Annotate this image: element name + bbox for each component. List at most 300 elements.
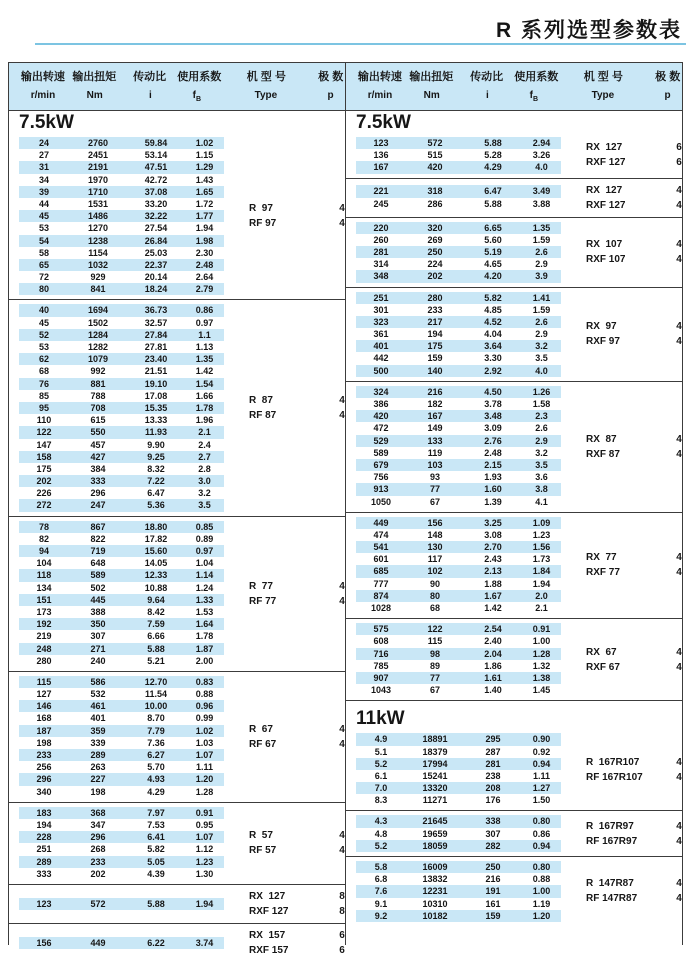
type-poles-line — [586, 183, 692, 198]
cell-service-factor: 3.2 — [198, 488, 211, 499]
cell-torque: 102 — [427, 566, 443, 577]
cell-service-factor: 3.2 — [535, 447, 548, 458]
cell-torque: 1284 — [87, 329, 109, 340]
cell-ratio: 1.60 — [484, 484, 502, 495]
cell-ratio: 1.42 — [484, 603, 502, 613]
type-poles-line — [586, 140, 692, 155]
poles-value: 4 — [676, 336, 682, 348]
cell-speed: 296 — [36, 774, 52, 785]
table-row — [356, 578, 561, 590]
type-poles-column — [586, 550, 692, 580]
data-rows — [19, 676, 224, 798]
cell-torque: 318 — [427, 186, 443, 197]
cell-speed: 202 — [36, 476, 52, 487]
cell-speed: 401 — [373, 341, 389, 352]
cell-ratio: 7.59 — [147, 619, 165, 630]
cell-service-factor: 0.92 — [532, 746, 551, 757]
table-row — [356, 815, 561, 827]
cell-speed: 183 — [36, 807, 52, 818]
cell-torque: 227 — [90, 774, 106, 785]
gear-model-block — [346, 133, 682, 179]
cell-ratio: 3.09 — [484, 423, 502, 434]
cell-ratio: 4.39 — [147, 868, 165, 879]
table-row — [356, 828, 561, 840]
cell-ratio: 250 — [485, 862, 501, 872]
type-poles-line — [586, 891, 692, 906]
cell-ratio: 9.90 — [147, 439, 165, 450]
cell-ratio: 5.88 — [484, 138, 502, 148]
model-type: RF 77 — [249, 595, 277, 607]
table-row — [19, 271, 224, 283]
table-row — [356, 398, 561, 410]
cell-torque: 572 — [427, 138, 443, 148]
cell-speed: 4.3 — [374, 816, 388, 827]
cell-service-factor: 1.98 — [195, 235, 214, 246]
gear-model-block — [346, 382, 682, 513]
table-row — [19, 655, 224, 667]
type-poles-line — [249, 889, 355, 904]
cell-ratio: 295 — [485, 734, 501, 745]
table-row — [356, 422, 561, 434]
cell-speed: 608 — [373, 636, 389, 647]
table-row — [19, 831, 224, 843]
cell-service-factor: 3.9 — [535, 271, 548, 282]
cell-speed: 54 — [38, 235, 49, 246]
table-row — [19, 582, 224, 594]
table-row — [356, 483, 561, 495]
cell-speed: 474 — [373, 529, 389, 540]
cell-ratio: 8.70 — [147, 713, 165, 724]
table-row — [356, 758, 561, 770]
cell-service-factor: 1.87 — [195, 643, 214, 654]
table-row — [356, 304, 561, 316]
cell-ratio: 36.73 — [144, 305, 168, 316]
cell-speed: 245 — [373, 198, 389, 209]
cell-speed: 58 — [38, 247, 49, 258]
cell-speed: 192 — [36, 619, 52, 630]
cell-ratio: 287 — [485, 746, 501, 757]
cell-torque: 296 — [90, 488, 106, 499]
table-row — [19, 414, 224, 426]
cell-torque: 1502 — [87, 317, 109, 328]
cell-service-factor: 0.89 — [195, 533, 214, 544]
table-row — [356, 386, 561, 398]
cell-torque: 449 — [90, 937, 106, 948]
selection-parameter-table — [8, 62, 683, 956]
table-row — [19, 353, 224, 365]
cell-speed: 168 — [36, 713, 52, 724]
power-section-heading: 11kW — [356, 708, 405, 730]
table-row — [19, 688, 224, 700]
cell-torque: 247 — [90, 500, 106, 511]
col-unit-service-factor: $f_B$ — [529, 90, 539, 103]
cell-service-factor: 2.79 — [195, 284, 214, 295]
table-row — [19, 819, 224, 831]
cell-ratio: 7.36 — [147, 737, 165, 748]
col-header-ratio: 传动比 — [470, 71, 504, 83]
cell-speed: 62 — [38, 354, 49, 365]
cell-torque: 17994 — [422, 758, 448, 769]
cell-service-factor: 1.29 — [195, 162, 214, 173]
cell-speed: 151 — [36, 594, 52, 605]
cell-service-factor: 2.30 — [195, 247, 214, 258]
cell-speed: 44 — [38, 198, 49, 209]
col-unit-torque: Nm — [86, 90, 103, 101]
cell-torque: 401 — [90, 713, 106, 724]
poles-value: 4 — [339, 395, 345, 407]
cell-speed: 53 — [38, 223, 49, 234]
cell-torque: 98 — [429, 648, 440, 659]
table-row — [19, 557, 224, 569]
cell-torque: 271 — [90, 643, 106, 654]
table-row — [19, 868, 224, 880]
cell-speed: 173 — [36, 606, 52, 617]
table-right-half — [345, 63, 682, 945]
cell-ratio: 19.10 — [144, 378, 168, 389]
table-left-half — [9, 63, 345, 956]
type-poles-line — [249, 594, 355, 609]
cell-speed: 136 — [373, 150, 389, 161]
table-row — [356, 496, 561, 508]
cell-torque: 347 — [90, 819, 106, 830]
cell-speed: 442 — [373, 353, 389, 364]
model-type: RXF 97 — [586, 336, 620, 348]
cell-ratio: 47.51 — [144, 162, 168, 173]
table-row — [19, 210, 224, 222]
cell-torque: 130 — [427, 542, 443, 553]
cell-ratio: 32.57 — [144, 317, 168, 328]
cell-speed: 529 — [373, 435, 389, 446]
table-row — [19, 594, 224, 606]
cell-service-factor: 0.85 — [195, 521, 214, 532]
model-type: R 167R97 — [586, 820, 634, 832]
data-rows — [19, 807, 224, 880]
cell-speed: 500 — [373, 365, 389, 376]
table-row — [19, 521, 224, 533]
type-poles-line — [586, 252, 692, 267]
col-header-type: 机 型 号 — [246, 71, 286, 83]
cell-speed: 8.3 — [374, 795, 388, 806]
cell-ratio: 5.05 — [147, 856, 165, 867]
col-header-poles: 极 数 — [655, 71, 681, 83]
cell-service-factor: 0.96 — [195, 701, 214, 712]
cell-service-factor: 3.88 — [532, 198, 551, 209]
table-row — [19, 487, 224, 499]
cell-speed: 541 — [373, 542, 389, 553]
cell-ratio: 10.88 — [144, 582, 168, 593]
table-row — [356, 471, 561, 483]
cell-service-factor: 1.84 — [532, 566, 551, 577]
data-rows — [356, 185, 561, 209]
table-row — [356, 316, 561, 328]
cell-ratio: 1.93 — [484, 472, 502, 483]
cell-service-factor: 1.11 — [532, 770, 551, 781]
cell-service-factor: 1.65 — [195, 186, 214, 197]
cell-service-factor: 1.59 — [532, 234, 551, 245]
poles-value: 4 — [676, 661, 682, 673]
col-header-service-factor: 使用系数 — [514, 71, 559, 83]
cell-service-factor: 2.4 — [198, 439, 211, 450]
cell-speed: 72 — [38, 272, 49, 283]
cell-torque: 21645 — [422, 816, 448, 827]
cell-service-factor: 1.78 — [195, 402, 214, 413]
poles-value: 4 — [339, 410, 345, 422]
poles-value: 4 — [676, 835, 682, 847]
data-rows — [356, 815, 561, 852]
cell-ratio: 191 — [485, 886, 501, 897]
model-type: R 87 — [249, 395, 273, 407]
cell-torque: 289 — [90, 750, 106, 760]
cell-ratio: 22.37 — [144, 259, 168, 270]
table-row — [19, 606, 224, 618]
type-poles-column — [586, 140, 692, 170]
cell-ratio: 2.15 — [484, 459, 502, 470]
col-header-torque: 输出扭矩 — [72, 71, 117, 83]
cell-service-factor: 0.80 — [532, 862, 551, 872]
poles-value: 4 — [339, 738, 345, 750]
type-poles-column — [249, 201, 355, 231]
cell-ratio: 176 — [485, 795, 501, 806]
cell-torque: 2451 — [87, 150, 109, 161]
table-row — [356, 447, 561, 459]
table-row — [19, 843, 224, 855]
cell-service-factor: 1.20 — [532, 910, 551, 921]
table-row — [356, 672, 561, 684]
cell-torque: 10182 — [422, 910, 448, 921]
type-poles-line — [249, 201, 355, 216]
data-rows — [19, 898, 224, 910]
cell-speed: 147 — [36, 439, 52, 450]
cell-ratio: 5.70 — [147, 762, 165, 773]
poles-value: 4 — [339, 218, 345, 230]
cell-torque: 350 — [90, 619, 106, 630]
cell-speed: 6.8 — [374, 874, 388, 885]
cell-speed: 123 — [36, 898, 52, 909]
cell-ratio: 6.47 — [147, 488, 165, 499]
table-row — [19, 341, 224, 353]
cell-torque: 572 — [90, 898, 106, 909]
poles-value: 4 — [676, 321, 682, 333]
cell-speed: 685 — [373, 566, 389, 577]
cell-torque: 881 — [90, 378, 106, 389]
cell-ratio: 2.92 — [484, 365, 502, 376]
cell-torque: 250 — [427, 246, 443, 257]
cell-torque: 140 — [427, 365, 443, 376]
type-poles-line — [249, 408, 355, 423]
cell-speed: 34 — [38, 174, 49, 185]
cell-speed: 219 — [36, 631, 52, 642]
cell-torque: 149 — [427, 423, 443, 434]
cell-ratio: 20.14 — [144, 272, 168, 283]
cell-ratio: 216 — [485, 874, 501, 885]
type-poles-line — [586, 447, 692, 462]
poles-value: 4 — [676, 646, 682, 658]
cell-service-factor: 0.91 — [532, 624, 551, 635]
cell-service-factor: 1.00 — [532, 636, 551, 647]
type-poles-line — [249, 722, 355, 737]
cell-speed: 221 — [373, 186, 389, 197]
poles-value: 6 — [676, 157, 682, 169]
col-unit-poles: p — [664, 90, 671, 101]
cell-service-factor: 1.53 — [195, 606, 214, 617]
cell-speed: 589 — [373, 447, 389, 458]
cell-ratio: 4.93 — [147, 774, 165, 785]
col-header-ratio: 传动比 — [133, 71, 167, 83]
cell-ratio: 26.84 — [144, 235, 168, 246]
cell-torque: 93 — [429, 472, 440, 483]
cell-torque: 502 — [90, 582, 106, 593]
cell-torque: 268 — [90, 844, 106, 855]
cell-ratio: 17.82 — [144, 533, 168, 544]
cell-service-factor: 1.28 — [195, 786, 214, 797]
table-row — [356, 660, 561, 672]
cell-ratio: 11.54 — [144, 689, 168, 700]
cell-service-factor: 1.24 — [195, 582, 214, 593]
cell-torque: 280 — [427, 292, 443, 303]
table-row — [356, 161, 561, 173]
table-row — [356, 352, 561, 364]
title-underline — [35, 43, 686, 45]
cell-torque: 286 — [427, 198, 443, 209]
data-rows — [19, 304, 224, 511]
cell-speed: 716 — [373, 648, 389, 659]
cell-torque: 2191 — [87, 162, 109, 173]
cell-speed: 175 — [36, 463, 52, 474]
cell-ratio: 25.03 — [144, 247, 168, 258]
cell-torque: 586 — [90, 676, 106, 687]
cell-service-factor: 1.58 — [532, 399, 551, 409]
cell-torque: 18379 — [422, 746, 448, 757]
model-type: RXF 107 — [586, 254, 626, 266]
table-row — [19, 378, 224, 390]
gear-model-block — [346, 218, 682, 288]
model-type: RX 97 — [586, 321, 617, 333]
cell-service-factor: 1.59 — [532, 304, 551, 315]
cell-speed: 1043 — [370, 685, 392, 696]
cell-service-factor: 1.07 — [195, 750, 214, 760]
cell-service-factor: 1.03 — [195, 737, 214, 748]
cell-torque: 388 — [90, 606, 106, 617]
cell-speed: 251 — [373, 292, 389, 303]
table-row — [19, 618, 224, 630]
cell-service-factor: 1.42 — [195, 366, 214, 377]
type-poles-line — [249, 216, 355, 231]
cell-torque: 532 — [90, 689, 106, 700]
table-row — [356, 459, 561, 471]
cell-speed: 280 — [36, 655, 52, 666]
model-type: R 97 — [249, 203, 273, 215]
table-row — [19, 712, 224, 724]
table-row — [19, 426, 224, 438]
cell-service-factor: 1.64 — [195, 619, 214, 630]
cell-speed: 82 — [38, 533, 49, 544]
cell-torque: 159 — [427, 353, 443, 364]
type-poles-line — [249, 828, 355, 843]
cell-ratio: 5.19 — [484, 246, 502, 257]
poles-value: 4 — [339, 830, 345, 842]
cell-ratio: 4.85 — [484, 304, 502, 315]
cell-speed: 251 — [36, 844, 52, 855]
cell-ratio: 7.79 — [147, 725, 165, 736]
type-poles-column — [586, 237, 692, 267]
cell-torque: 384 — [90, 463, 106, 474]
cell-ratio: 161 — [485, 898, 501, 909]
cell-service-factor: 2.6 — [535, 246, 548, 257]
table-row — [356, 733, 561, 745]
gear-model-block — [9, 885, 345, 924]
cell-speed: 40 — [38, 305, 49, 316]
col-unit-speed: r/min — [367, 90, 393, 101]
table-row — [356, 198, 561, 210]
cell-torque: 103 — [427, 459, 443, 470]
cell-torque: 16009 — [422, 862, 448, 872]
table-row — [356, 553, 561, 565]
data-rows — [356, 292, 561, 377]
table-row — [19, 545, 224, 557]
cell-torque: 867 — [90, 521, 106, 532]
type-poles-column — [249, 722, 355, 752]
cell-torque: 368 — [90, 807, 106, 818]
cell-service-factor: 2.94 — [532, 138, 551, 148]
type-poles-line — [586, 319, 692, 334]
table-row — [356, 292, 561, 304]
model-type: RXF 67 — [586, 661, 620, 673]
cell-speed: 118 — [36, 570, 52, 581]
cell-service-factor: 2.0 — [535, 590, 548, 601]
cell-speed: 5.2 — [374, 758, 388, 769]
cell-speed: 53 — [38, 342, 49, 352]
cell-speed: 78 — [38, 521, 49, 532]
data-rows — [356, 733, 561, 806]
table-row — [19, 402, 224, 414]
cell-speed: 85 — [38, 390, 49, 401]
model-type: RF 57 — [249, 845, 277, 857]
data-rows — [356, 386, 561, 508]
table-row — [19, 725, 224, 737]
cell-speed: 7.0 — [374, 783, 388, 794]
table-row — [19, 856, 224, 868]
table-row — [19, 643, 224, 655]
cell-service-factor: 1.78 — [195, 631, 214, 642]
model-type: RF 97 — [249, 218, 277, 230]
col-unit-ratio: i — [148, 90, 152, 101]
model-type: RX 127 — [586, 184, 623, 196]
model-type: RX 67 — [586, 646, 617, 658]
poles-value: 4 — [676, 893, 682, 905]
cell-speed: 777 — [373, 578, 389, 589]
data-rows — [356, 623, 561, 696]
table-row — [19, 786, 224, 798]
cell-speed: 256 — [36, 762, 52, 773]
table-row — [356, 340, 561, 352]
cell-service-factor: 1.11 — [195, 762, 214, 773]
cell-ratio: 208 — [485, 783, 501, 794]
cell-ratio: 4.65 — [484, 259, 502, 270]
table-row — [19, 676, 224, 688]
cell-ratio: 2.40 — [484, 636, 502, 647]
table-row — [19, 222, 224, 234]
cell-ratio: 3.30 — [484, 353, 502, 364]
table-row — [356, 410, 561, 422]
gear-model-block — [346, 288, 682, 382]
cell-torque: 1282 — [87, 342, 109, 352]
type-poles-line — [249, 843, 355, 858]
cell-ratio: 5.21 — [147, 655, 165, 666]
col-unit-type: Type — [591, 90, 615, 101]
type-poles-line — [249, 943, 355, 958]
cell-service-factor: 4.0 — [535, 365, 548, 376]
table-row — [356, 770, 561, 782]
